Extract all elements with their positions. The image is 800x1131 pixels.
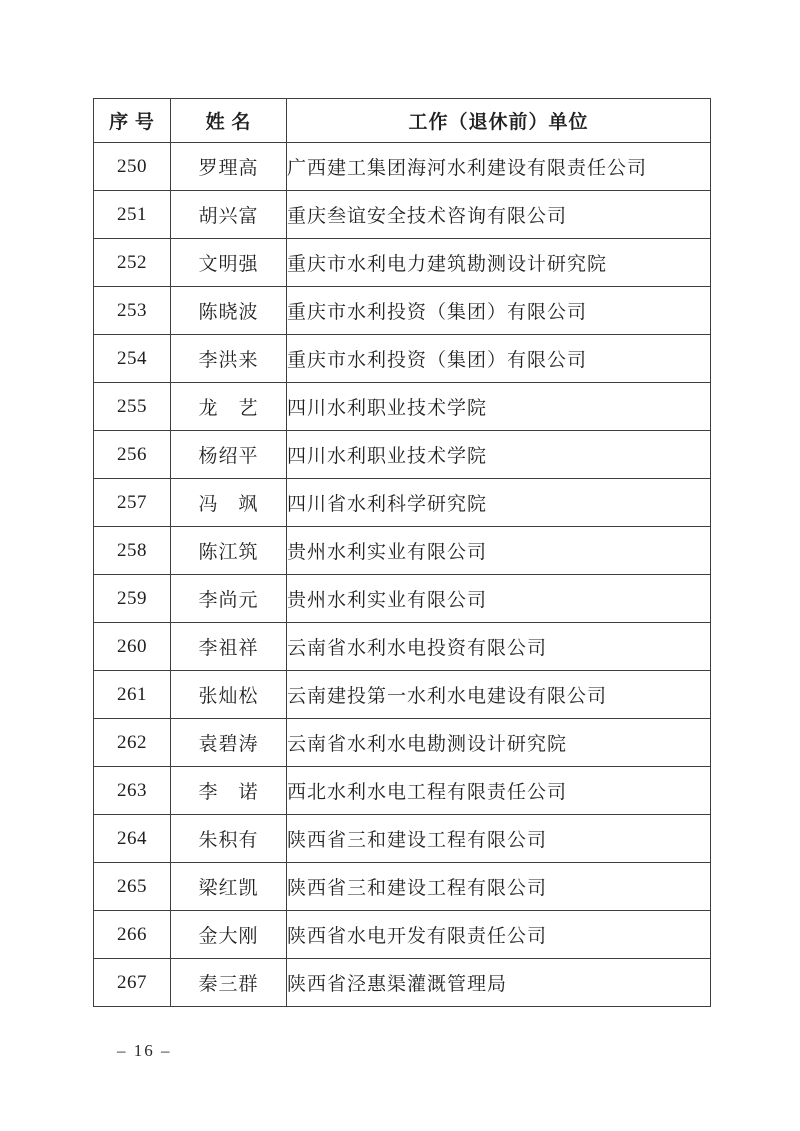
- table-row: [94, 911, 711, 959]
- cell-serial-number: 257: [94, 479, 171, 527]
- table-row: [94, 959, 711, 1007]
- cell-serial-number: 262: [94, 719, 171, 767]
- table-body: [94, 143, 711, 1007]
- table-row: [94, 191, 711, 239]
- cell-name: 李祖祥: [171, 623, 287, 671]
- cell-work-unit: 西北水利水电工程有限责任公司: [287, 767, 711, 815]
- cell-name: 秦三群: [171, 959, 287, 1007]
- cell-serial-number: 251: [94, 191, 171, 239]
- cell-serial-number: 253: [94, 287, 171, 335]
- cell-serial-number: 263: [94, 767, 171, 815]
- cell-name: 胡兴富: [171, 191, 287, 239]
- cell-work-unit: 陕西省水电开发有限责任公司: [287, 911, 711, 959]
- cell-name: 李洪来: [171, 335, 287, 383]
- table-row: [94, 143, 711, 191]
- cell-serial-number: 264: [94, 815, 171, 863]
- cell-work-unit: 陕西省三和建设工程有限公司: [287, 863, 711, 911]
- cell-work-unit: 广西建工集团海河水利建设有限责任公司: [287, 143, 711, 191]
- cell-name: 文明强: [171, 239, 287, 287]
- table-row: [94, 623, 711, 671]
- cell-serial-number: 261: [94, 671, 171, 719]
- cell-work-unit: 重庆市水利投资（集团）有限公司: [287, 335, 711, 383]
- cell-name: 罗理高: [171, 143, 287, 191]
- cell-serial-number: 250: [94, 143, 171, 191]
- table-row: [94, 239, 711, 287]
- table-row: [94, 479, 711, 527]
- cell-serial-number: 256: [94, 431, 171, 479]
- cell-serial-number: 255: [94, 383, 171, 431]
- cell-name: 冯 飒: [171, 479, 287, 527]
- cell-work-unit: 四川省水利科学研究院: [287, 479, 711, 527]
- cell-serial-number: 254: [94, 335, 171, 383]
- cell-serial-number: 267: [94, 959, 171, 1007]
- cell-work-unit: 陕西省三和建设工程有限公司: [287, 815, 711, 863]
- table-row: [94, 815, 711, 863]
- cell-work-unit: 陕西省泾惠渠灌溉管理局: [287, 959, 711, 1007]
- cell-work-unit: 四川水利职业技术学院: [287, 383, 711, 431]
- cell-name: 杨绍平: [171, 431, 287, 479]
- cell-name: 李 诺: [171, 767, 287, 815]
- cell-work-unit: 云南省水利水电投资有限公司: [287, 623, 711, 671]
- cell-work-unit: 重庆叁谊安全技术咨询有限公司: [287, 191, 711, 239]
- cell-name: 梁红凯: [171, 863, 287, 911]
- cell-name: 朱积有: [171, 815, 287, 863]
- cell-work-unit: 贵州水利实业有限公司: [287, 575, 711, 623]
- cell-name: 龙 艺: [171, 383, 287, 431]
- table-row: [94, 287, 711, 335]
- table-header-row: [94, 99, 711, 143]
- table-row: [94, 383, 711, 431]
- cell-serial-number: 252: [94, 239, 171, 287]
- cell-work-unit: 云南省水利水电勘测设计研究院: [287, 719, 711, 767]
- table-row: [94, 527, 711, 575]
- cell-work-unit: 重庆市水利电力建筑勘测设计研究院: [287, 239, 711, 287]
- cell-serial-number: 258: [94, 527, 171, 575]
- cell-serial-number: 259: [94, 575, 171, 623]
- table-row: [94, 431, 711, 479]
- table-row: [94, 671, 711, 719]
- cell-name: 张灿松: [171, 671, 287, 719]
- page-number: – 16 –: [117, 1041, 172, 1060]
- cell-work-unit: 四川水利职业技术学院: [287, 431, 711, 479]
- table-row: [94, 575, 711, 623]
- cell-serial-number: 265: [94, 863, 171, 911]
- cell-name: 李尚元: [171, 575, 287, 623]
- cell-name: 袁碧涛: [171, 719, 287, 767]
- column-header-work-unit: 工作（退休前）单位: [287, 99, 711, 143]
- cell-name: 陈晓波: [171, 287, 287, 335]
- column-header-serial-number: 序 号: [94, 99, 171, 143]
- table-row: [94, 863, 711, 911]
- cell-name: 金大刚: [171, 911, 287, 959]
- cell-name: 陈江筑: [171, 527, 287, 575]
- table-row: [94, 335, 711, 383]
- column-header-name: 姓 名: [171, 99, 287, 143]
- cell-serial-number: 260: [94, 623, 171, 671]
- cell-work-unit: 重庆市水利投资（集团）有限公司: [287, 287, 711, 335]
- table-row: [94, 719, 711, 767]
- table-row: [94, 767, 711, 815]
- retiree-roster-table: [93, 98, 711, 1007]
- cell-work-unit: 贵州水利实业有限公司: [287, 527, 711, 575]
- cell-serial-number: 266: [94, 911, 171, 959]
- cell-work-unit: 云南建投第一水利水电建设有限公司: [287, 671, 711, 719]
